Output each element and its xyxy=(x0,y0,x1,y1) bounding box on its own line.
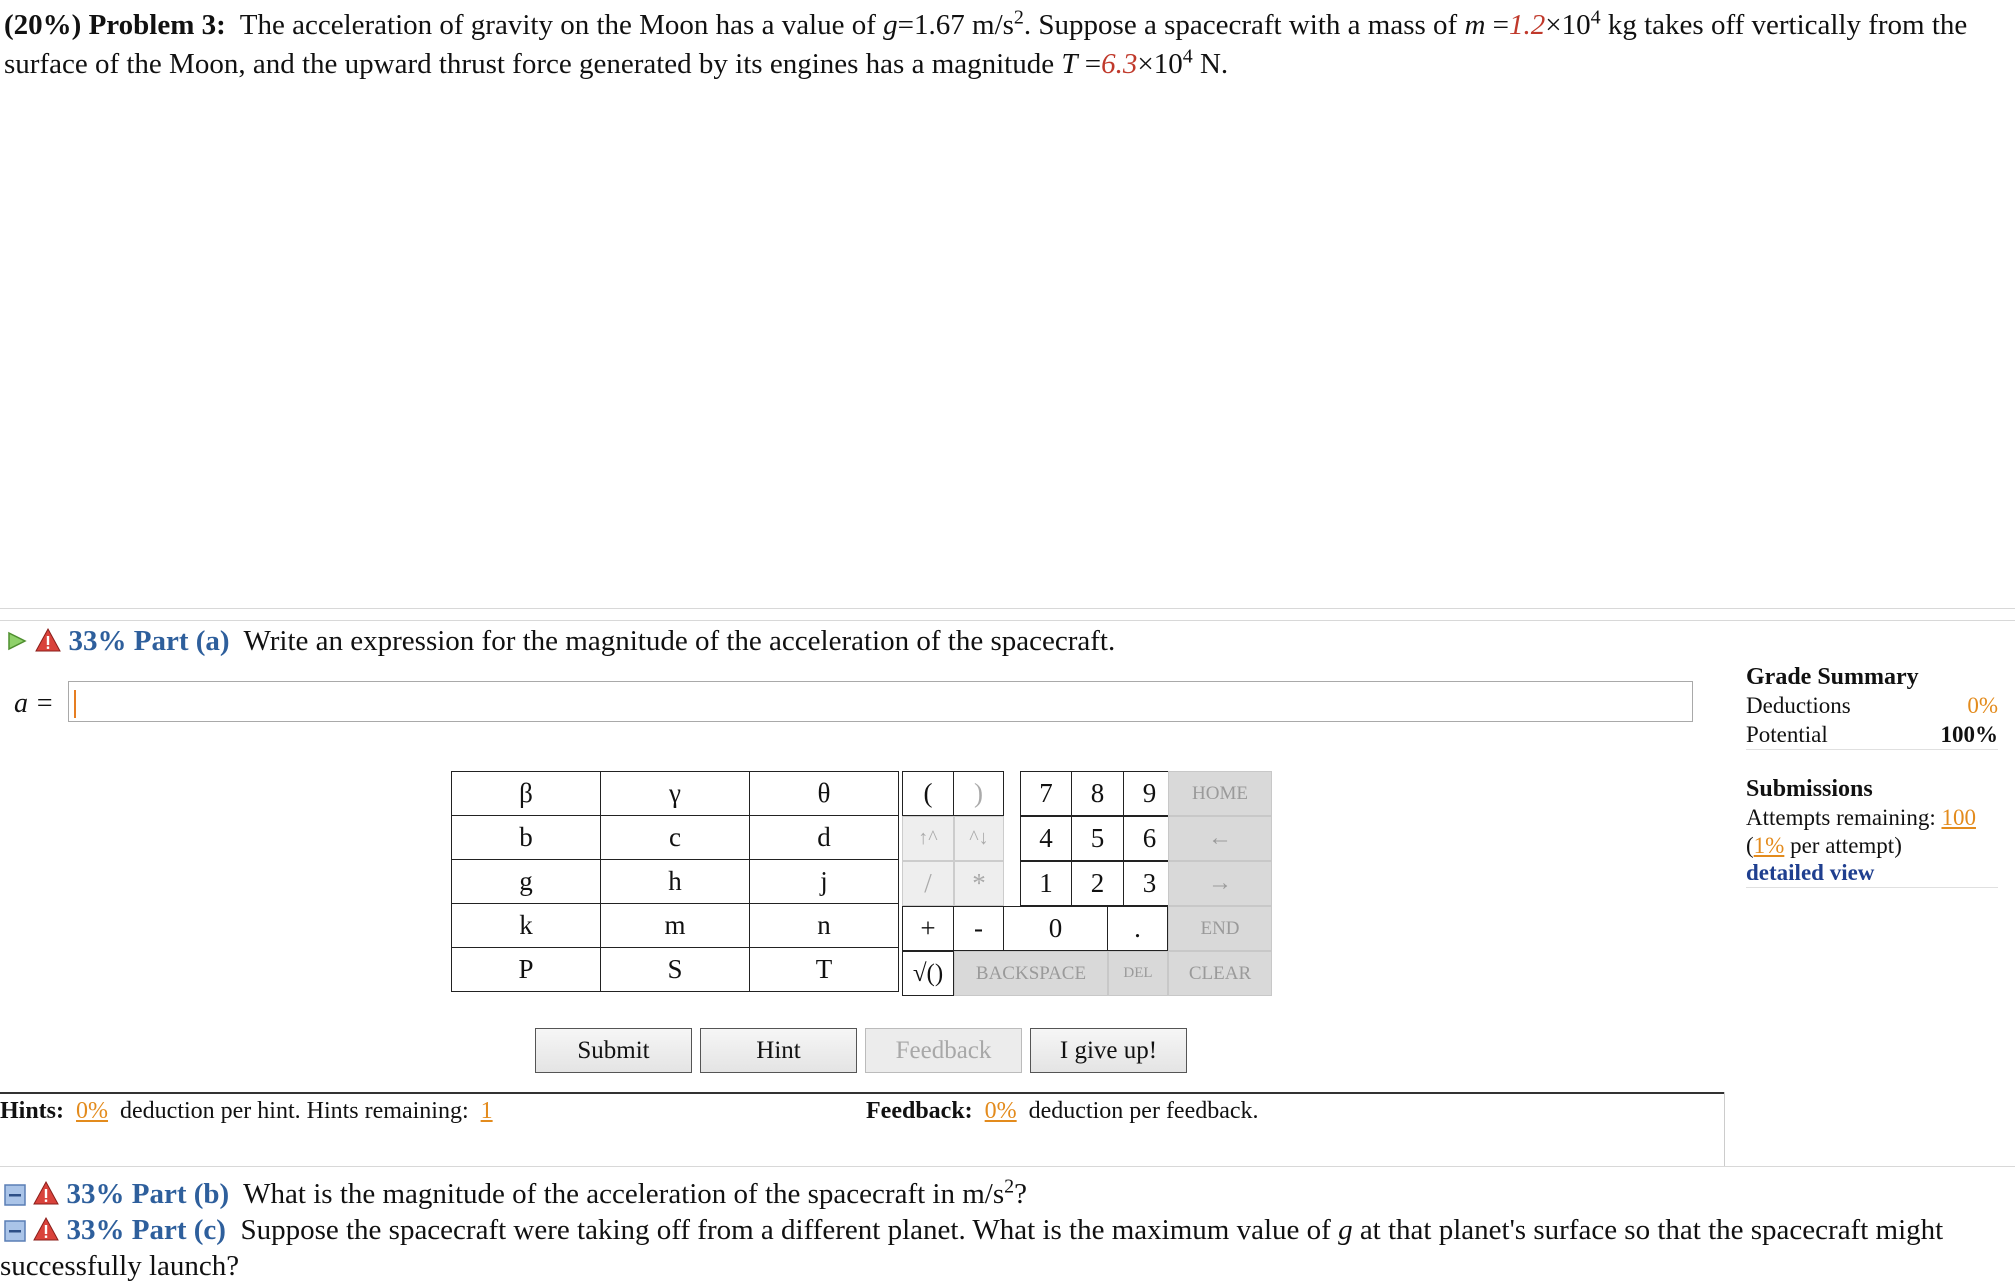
attempts-row xyxy=(1746,803,1998,832)
grade-summary-title: Grade Summary xyxy=(1746,664,1919,690)
key-left-arrow[interactable]: ← xyxy=(1168,816,1272,861)
problem-statement xyxy=(4,6,2009,84)
key-down-caret[interactable]: ^↓ xyxy=(954,816,1004,861)
problem-text-1: The acceleration of gravity on the Moon has a value of xyxy=(239,9,876,41)
problem-text-2: . Suppose a spacecraft with a mass of xyxy=(1023,9,1458,41)
key-5[interactable]: 5 xyxy=(1072,816,1124,861)
key-h[interactable]: h xyxy=(601,860,750,904)
part-a-percent: 33% Part (a) xyxy=(68,625,230,657)
per-attempt-open: ( xyxy=(1746,833,1754,858)
key-divide[interactable]: / xyxy=(902,861,954,906)
T-times: ×10 xyxy=(1137,48,1183,80)
feedback-percent: 0% xyxy=(984,1098,1017,1124)
text-caret xyxy=(74,690,76,718)
key-up-caret[interactable]: ↑^ xyxy=(902,816,954,861)
attempts-label: Attempts remaining: xyxy=(1746,805,1936,830)
warning-icon xyxy=(33,1180,59,1206)
T-variable: T xyxy=(1061,48,1078,80)
play-arrow-icon[interactable] xyxy=(6,630,28,652)
detailed-view-link[interactable]: detailed view xyxy=(1746,860,1875,885)
give-up-button[interactable]: I give up! xyxy=(1030,1028,1187,1073)
part-c-text-1: Suppose the spacecraft were taking off from a different planet. What is the maximum value of xyxy=(240,1214,1331,1246)
part-a-text: Write an expression for the magnitude of the acceleration of the spacecraft. xyxy=(243,625,1116,657)
problem-weight: (20%) xyxy=(4,9,82,41)
divider xyxy=(0,1166,2015,1167)
submit-button[interactable]: Submit xyxy=(535,1028,692,1073)
expand-icon[interactable] xyxy=(4,1184,26,1206)
divider xyxy=(0,1092,1724,1094)
hint-button[interactable]: Hint xyxy=(700,1028,857,1073)
part-c-header[interactable] xyxy=(4,1212,1943,1248)
hints-remaining: 1 xyxy=(480,1098,493,1124)
numeric-keypad xyxy=(902,771,1269,997)
part-b-text: What is the magnitude of the acceleration of the spacecraft in m/s xyxy=(243,1178,1005,1210)
m-unit-text: kg takes off vertically from the surface of the Moon, and the upward thrust force generated by its engines has a magnitude xyxy=(4,9,1968,80)
submissions-title: Submissions xyxy=(1746,776,1873,802)
key-minus[interactable]: - xyxy=(954,906,1004,951)
key-k[interactable]: k xyxy=(452,904,601,948)
key-multiply[interactable]: * xyxy=(954,861,1004,906)
part-b-header[interactable] xyxy=(4,1176,1027,1212)
m-value: 1.2 xyxy=(1509,9,1546,41)
feedback-button[interactable]: Feedback xyxy=(865,1028,1022,1073)
key-S[interactable]: S xyxy=(601,948,750,992)
key-open-paren[interactable]: ( xyxy=(902,771,954,816)
warning-icon xyxy=(33,1216,59,1242)
deductions-value: 0% xyxy=(1967,693,1998,718)
potential-label: Potential xyxy=(1746,722,1828,747)
deductions-label: Deductions xyxy=(1746,693,1851,718)
key-4[interactable]: 4 xyxy=(1020,816,1072,861)
key-dot[interactable]: . xyxy=(1108,906,1168,951)
per-attempt-row xyxy=(1746,832,1998,859)
answer-input[interactable] xyxy=(68,681,1693,722)
key-P[interactable]: P xyxy=(452,948,601,992)
key-1[interactable]: 1 xyxy=(1020,861,1072,906)
g-exponent: 2 xyxy=(1013,6,1024,29)
potential-row xyxy=(1746,720,1998,749)
key-del[interactable]: DEL xyxy=(1108,951,1168,996)
key-home[interactable]: HOME xyxy=(1168,771,1272,816)
key-3[interactable]: 3 xyxy=(1124,861,1176,906)
feedback-label: Feedback: xyxy=(866,1098,973,1124)
T-unit: N. xyxy=(1192,48,1229,80)
warning-icon xyxy=(35,627,61,653)
key-gamma[interactable]: γ xyxy=(601,772,750,816)
key-j[interactable]: j xyxy=(750,860,899,904)
part-a-header[interactable] xyxy=(6,623,1115,659)
hints-info xyxy=(0,1098,499,1125)
key-c[interactable]: c xyxy=(601,816,750,860)
key-close-paren[interactable]: ) xyxy=(954,771,1004,816)
per-attempt-value: 1% xyxy=(1753,833,1785,858)
key-plus[interactable]: + xyxy=(902,906,954,951)
part-c-text-3: successfully launch? xyxy=(0,1250,240,1282)
key-0[interactable]: 0 xyxy=(1004,906,1108,951)
key-6[interactable]: 6 xyxy=(1124,816,1176,861)
key-g[interactable]: g xyxy=(452,860,601,904)
part-c-percent: 33% Part (c) xyxy=(66,1214,226,1246)
answer-label: a = xyxy=(14,688,54,719)
divider xyxy=(1746,749,1998,750)
key-end[interactable]: END xyxy=(1168,906,1272,951)
per-attempt-text: per attempt) xyxy=(1784,833,1902,858)
divider xyxy=(0,620,2015,621)
key-right-arrow[interactable]: → xyxy=(1168,861,1272,906)
grade-summary xyxy=(1746,664,1998,888)
key-sqrt[interactable]: √() xyxy=(902,951,954,996)
key-7[interactable]: 7 xyxy=(1020,771,1072,816)
key-backspace[interactable]: BACKSPACE xyxy=(954,951,1108,996)
g-variable: g xyxy=(883,9,898,41)
hints-label: Hints: xyxy=(0,1098,65,1124)
problem-title: Problem 3: xyxy=(88,9,226,41)
part-b-exponent: 2 xyxy=(1004,1175,1015,1198)
divider xyxy=(1746,887,1998,888)
part-b-end: ? xyxy=(1014,1178,1027,1210)
key-beta[interactable]: β xyxy=(452,772,601,816)
expand-icon[interactable] xyxy=(4,1220,26,1242)
g-value: =1.67 m/s xyxy=(897,9,1014,41)
key-theta[interactable]: θ xyxy=(750,772,899,816)
key-clear[interactable]: CLEAR xyxy=(1168,951,1272,996)
feedback-info xyxy=(866,1098,1259,1125)
key-d[interactable]: d xyxy=(750,816,899,860)
hints-text: deduction per hint. Hints remaining: xyxy=(120,1098,469,1124)
variable-keyboard xyxy=(451,771,899,992)
part-c-text-2: at that planet's surface so that the spacecraft might xyxy=(1359,1214,1944,1246)
potential-value: 100% xyxy=(1940,722,1998,747)
key-8[interactable]: 8 xyxy=(1072,771,1124,816)
m-times: ×10 xyxy=(1545,9,1591,41)
m-variable: m xyxy=(1464,9,1486,41)
T-exponent: 4 xyxy=(1182,45,1193,68)
key-2[interactable]: 2 xyxy=(1072,861,1124,906)
hints-percent: 0% xyxy=(76,1098,109,1124)
m-exponent: 4 xyxy=(1590,6,1601,29)
m-equals: = xyxy=(1492,9,1509,41)
attempts-value: 100 xyxy=(1941,805,1976,830)
key-T[interactable]: T xyxy=(750,948,899,992)
deductions-row xyxy=(1746,691,1998,720)
key-9[interactable]: 9 xyxy=(1124,771,1176,816)
feedback-text: deduction per feedback. xyxy=(1028,1098,1259,1124)
key-m[interactable]: m xyxy=(601,904,750,948)
key-n[interactable]: n xyxy=(750,904,899,948)
T-equals: = xyxy=(1084,48,1102,80)
key-b[interactable]: b xyxy=(452,816,601,860)
divider xyxy=(1724,1092,1725,1166)
part-b-percent: 33% Part (b) xyxy=(66,1178,230,1210)
divider xyxy=(0,608,2015,609)
part-c-g-variable: g xyxy=(1338,1214,1353,1246)
T-value: 6.3 xyxy=(1101,48,1138,80)
